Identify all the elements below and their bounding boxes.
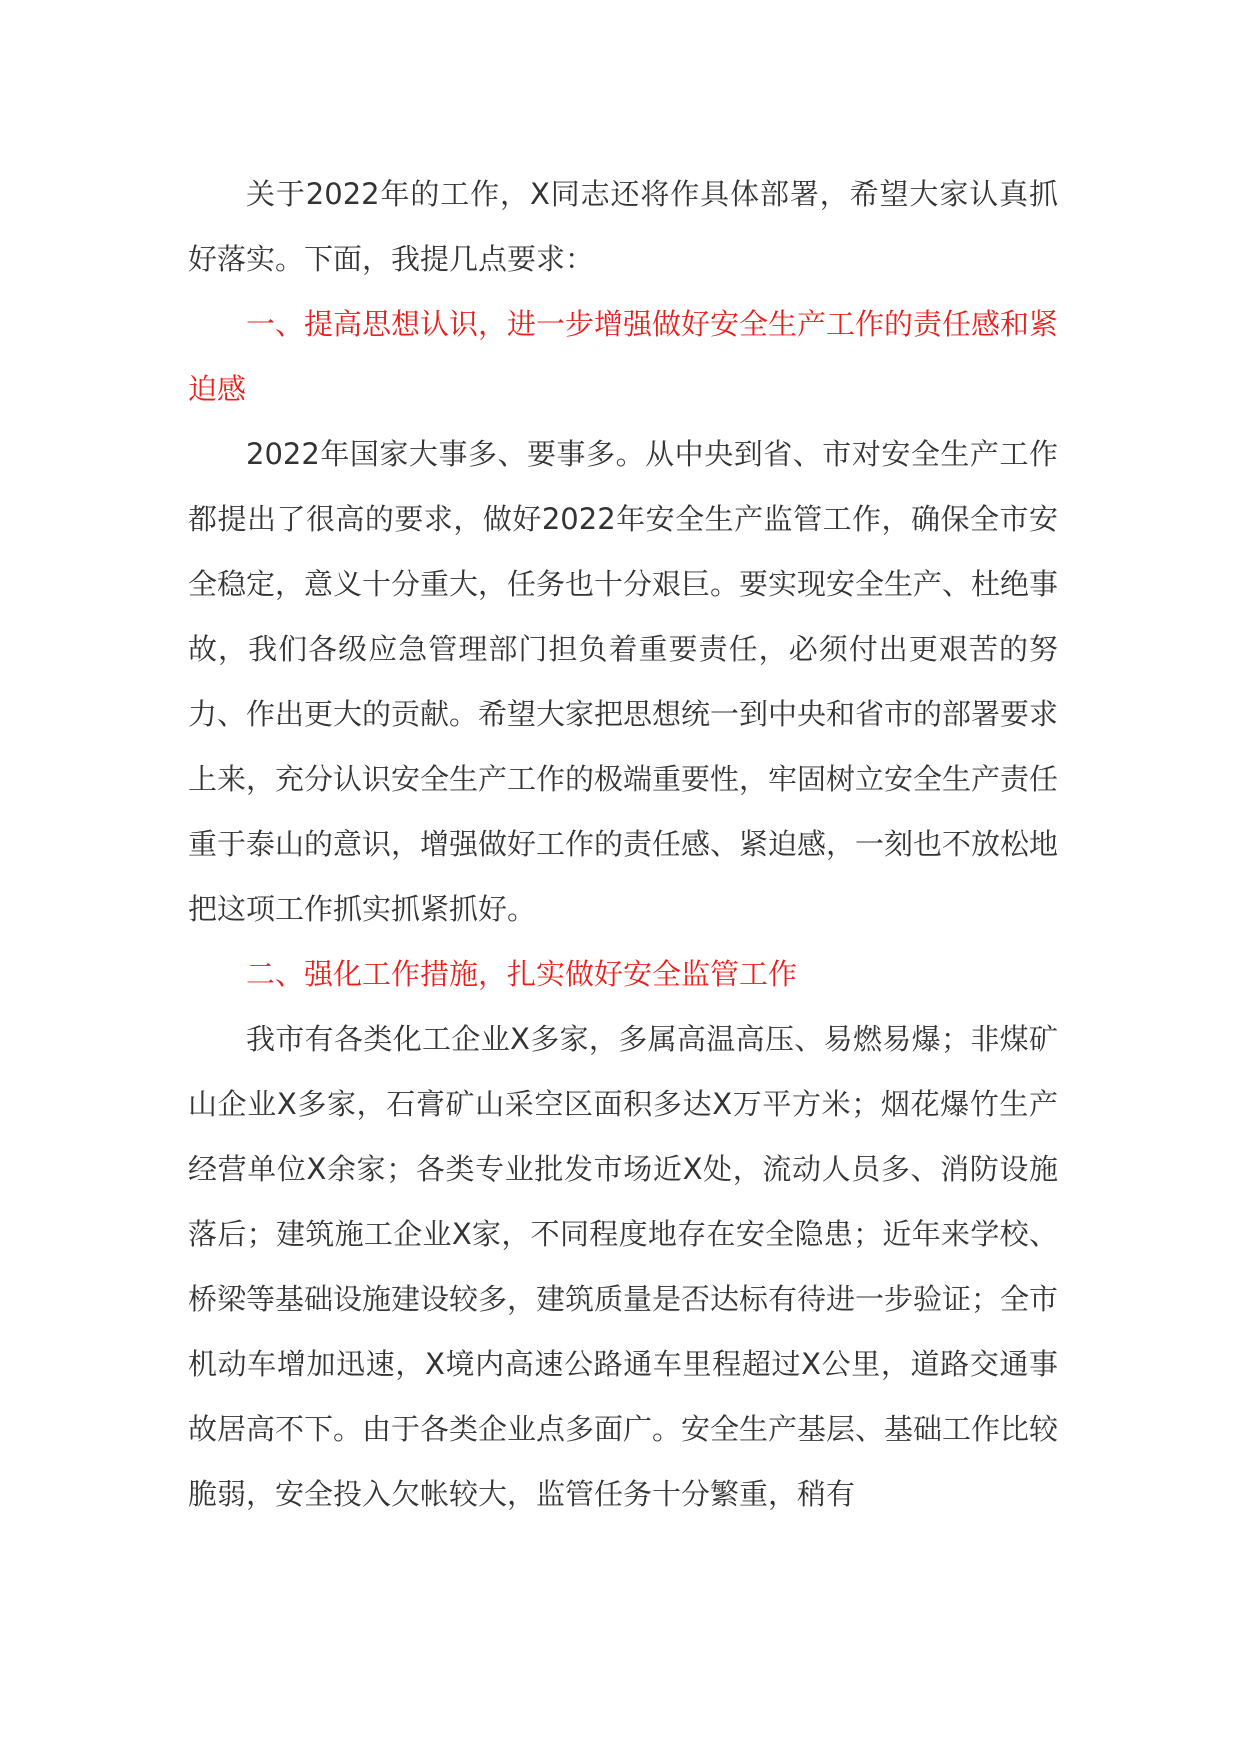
section-heading-2: 二、强化工作措施，扎实做好安全监管工作 xyxy=(246,957,798,991)
document-page xyxy=(188,162,1058,1527)
paragraph-section-1: 2022年国家大事多、要事多。从中央到省、市对安全生产工作都提出了很高的要求，做好2022年安全生产监管工作，确保全市安全稳定，意义十分重大，任务也十分艰巨。要实现安全生产、杜绝事故，我们各级应急管理部门担负着重要责任，必须付出更艰苦的努力、作出更大的贡献。希望大家把思想统一到中央和省市的部署要求上来，充分认识安全生产工作的极端重要性，牢固树立安全生产责任重于泰山的意识，增强做好工作的责任感、紧迫感，一刻也不放松地把这项工作抓实抓紧抓好。 xyxy=(188,437,1059,926)
section-heading-1: 一、提高思想认识，进一步增强做好安全生产工作的责任感和紧迫感 xyxy=(188,307,1059,406)
paragraph-section-2: 我市有各类化工企业X多家，多属高温高压、易燃易爆；非煤矿山企业X多家，石膏矿山采空区面积多达X万平方米；烟花爆竹生产经营单位X余家；各类专业批发市场近X处，流动人员多、消防设施落后；建筑施工企业X家，不同程度地存在安全隐患；近年来学校、桥梁等基础设施建设较多，建筑质量是否达标有待进一步验证；全市机动车增加迅速，X境内高速公路通车里程超过X公里，道路交通事故居高不下。由于各类企业点多面广。安全生产基层、基础工作比较脆弱，安全投入欠帐较大，监管任务十分繁重，稍有 xyxy=(188,1022,1059,1511)
paragraph-intro: 关于2022年的工作，X同志还将作具体部署，希望大家认真抓好落实。下面，我提几点要求： xyxy=(188,177,1058,276)
